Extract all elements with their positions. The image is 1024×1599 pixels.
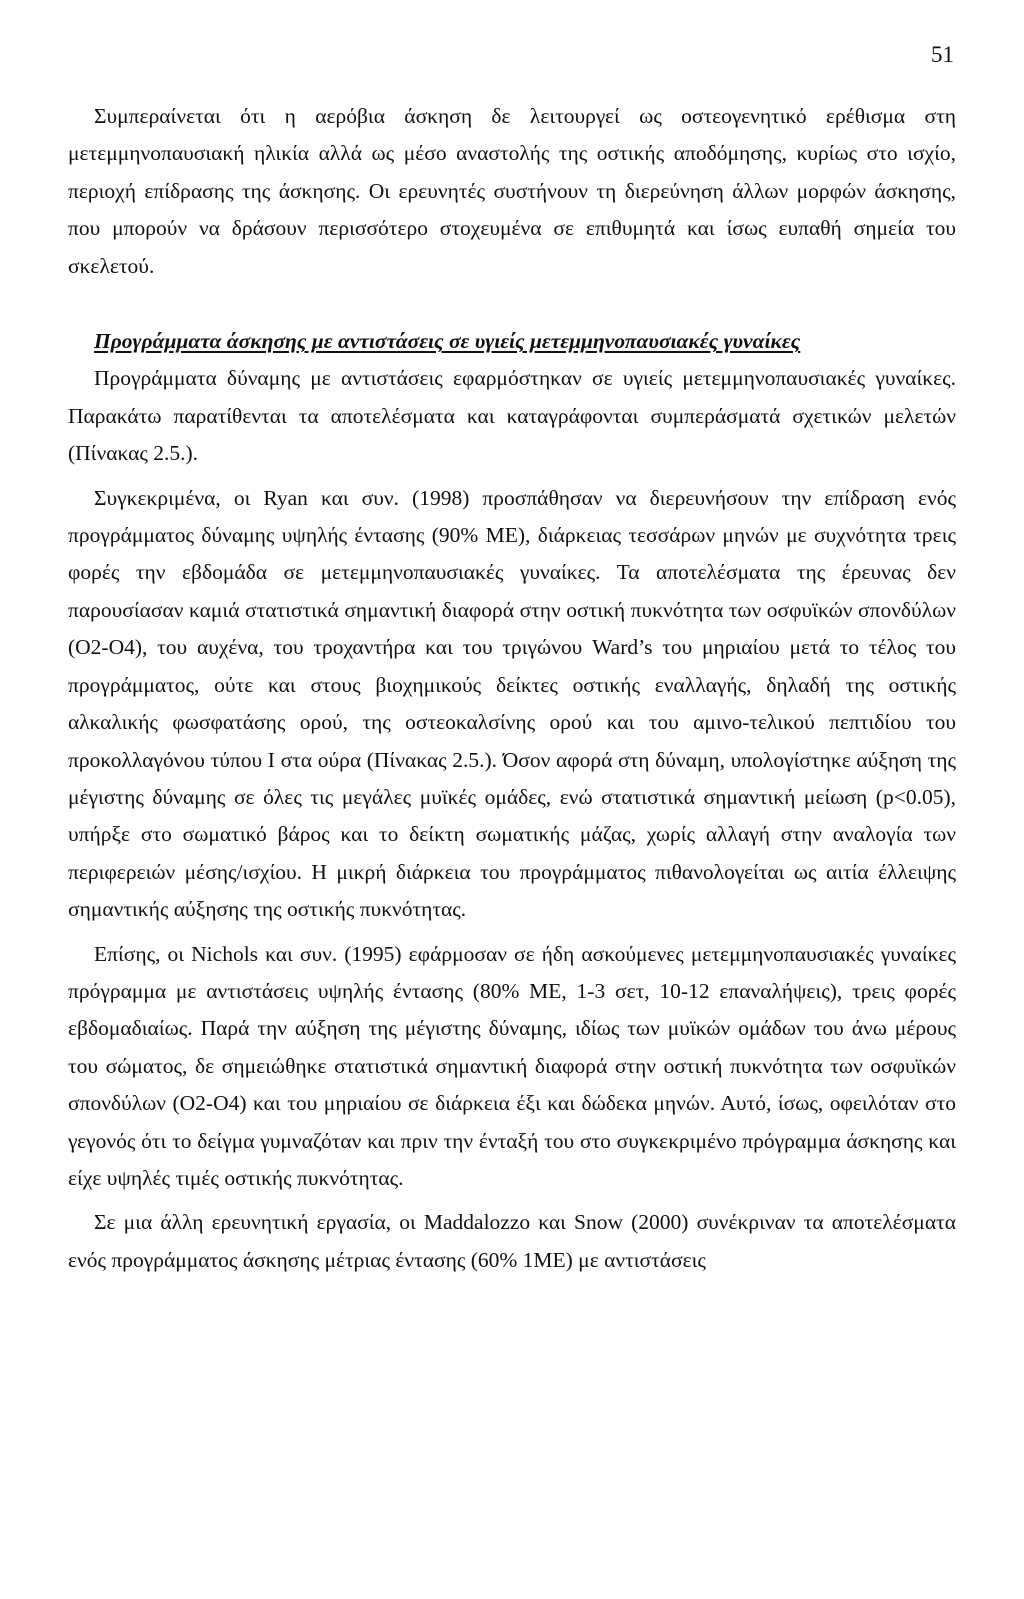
paragraph-nichols-study: Επίσης, οι Nichols και συν. (1995) εφάρμοσαν σε ήδη ασκούμενες μετεμμηνοπαυσιακές γυναίκες πρόγραμμα με αντιστάσεις υψηλής έντασης (80% ΜΕ, 1-3 σετ, 10-12 επαναλήψεις), τρεις φορές εβδομαδιαίως. Παρά την αύξηση της μέγιστης δύναμης, ιδίως των μυϊκών ομάδων του άνω μέρους του σώματος, δε σημειώθηκε στατιστικά σημαντική διαφορά στην οστική πυκνότητα των οσφυϊκών σπονδύλων (Ο2-Ο4) και του μηριαίου σε διάρκεια έξι και δώδεκα μηνών. Αυτό, ίσως, οφειλόταν στο γεγονός ότι το δείγμα γυμναζόταν και πριν την ένταξή του στο συγκεκριμένο πρόγραμμα άσκησης και είχε υψηλές τιμές οστικής πυκνότητας. — [68, 941, 956, 1190]
paragraph-maddalozzo-study: Σε μια άλλη ερευνητική εργασία, οι Maddalozzo και Snow (2000) συνέκριναν τα αποτελέσματα ενός προγράμματος άσκησης μέτριας έντασης (60% 1ΜΕ) με αντιστάσεις — [68, 1210, 956, 1272]
page-body — [68, 98, 956, 1279]
page-number: 51 — [931, 42, 954, 67]
paragraph-conclusion-aerobic: Συμπεραίνεται ότι η αερόβια άσκηση δε λειτουργεί ως οστεογενητικό ερέθισμα στη μετεμμηνοπαυσιακή ηλικία αλλά ως μέσο αναστολής της οστικής αποδόμησης, κυρίως στο ισχίο, περιοχή επίδρασης της άσκησης. Οι ερευνητές συστήνουν τη διερεύνηση άλλων μορφών άσκησης, που μπορούν να δράσουν περισσότερο στοχευμένα σε επιθυμητά και ίσως ευπαθή σημεία του σκελετού. — [68, 104, 956, 278]
paragraph-ryan-study: Συγκεκριμένα, οι Ryan και συν. (1998) προσπάθησαν να διερευνήσουν την επίδραση ενός προγράμματος δύναμης υψηλής έντασης (90% ΜΕ), διάρκειας τεσσάρων μηνών με συχνότητα τρεις φορές την εβδομάδα σε μετεμμηνοπαυσιακές γυναίκες. Τα αποτελέσματα της έρευνας δεν παρουσίασαν καμιά στατιστικά σημαντική διαφορά στην οστική πυκνότητα των οσφυϊκών σπονδύλων (Ο2-Ο4), του αυχένα, του τροχαντήρα και του τριγώνου Ward’s του μηριαίου μετά το τέλος του προγράμματος, ούτε και στους βιοχημικούς δείκτες οστικής εναλλαγής, δηλαδή της οστικής αλκαλικής φωσφατάσης ορού, της οστεοκαλσίνης ορού και του αμινο-τελικού πεπτιδίου του προκολλαγόνου τύπου I στα ούρα (Πίνακας 2.5.). Όσον αφορά στη δύναμη, υπολογίστηκε αύξηση της μέγιστης δύναμης σε όλες τις μεγάλες μυϊκές ομάδες, ενώ στατιστικά σημαντική μείωση (p<0.05), υπήρξε στο σωματικό βάρος και το δείκτη σωματικής μάζας, χωρίς αλλαγή στην αναλογία των περιφερειών μέσης/ισχίου. Η μικρή διάρκεια του προγράμματος πιθανολογείται ως αιτία έλλειψης σημαντικής αύξησης της οστικής πυκνότητας. — [68, 485, 956, 922]
section-heading: Προγράμματα άσκησης με αντιστάσεις σε υγιείς μετεμμηνοπαυσιακές γυναίκες — [94, 329, 801, 354]
paragraph-intro-resistance: Προγράμματα δύναμης με αντιστάσεις εφαρμόστηκαν σε υγιείς μετεμμηνοπαυσιακές γυναίκες. Παρακάτω παρατίθενται τα αποτελέσματα και καταγράφονται συμπεράσματά σχετικών μελετών (Πίνακας 2.5.). — [68, 366, 956, 466]
